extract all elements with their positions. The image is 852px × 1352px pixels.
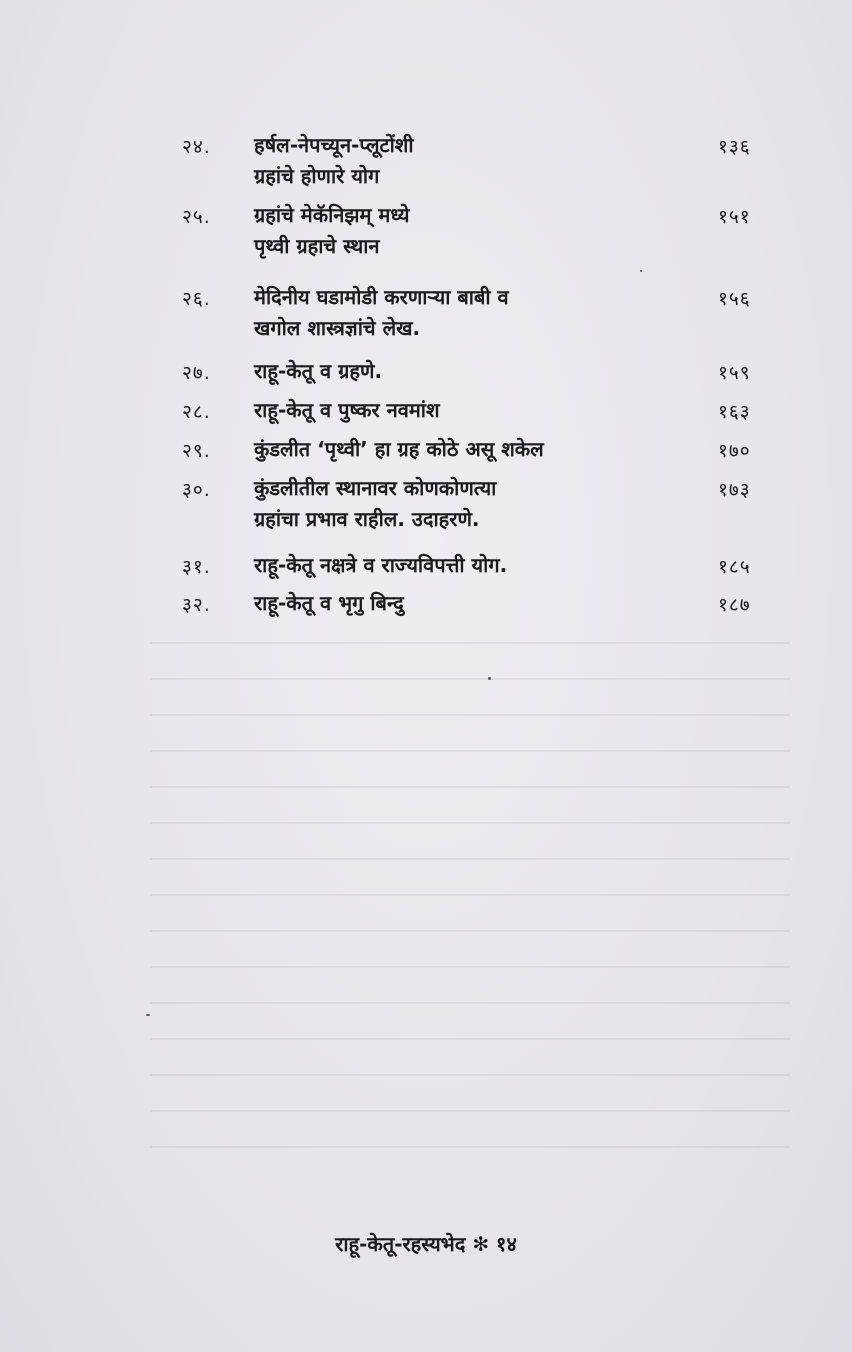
- entry-title: [254, 130, 694, 192]
- entry-title: [254, 200, 694, 262]
- entry-title-line: राहू-केतू व ग्रहणे.: [254, 359, 383, 383]
- entry-title: [254, 550, 694, 581]
- entry-title-line: हर्षल-नेपच्यून-प्लूटोंशी: [254, 133, 414, 157]
- entry-title: [254, 395, 694, 426]
- entry-number: २४.: [182, 136, 211, 158]
- entry-page-number: १५१: [718, 206, 751, 228]
- entry-title-line: राहू-केतू व पुष्कर नवमांश: [254, 398, 440, 422]
- entry-number: ३०.: [182, 479, 211, 501]
- entry-page-number: १५९: [718, 362, 751, 384]
- entry-title-line: राहू-केतू व भृगु बिन्दु: [254, 591, 404, 615]
- entry-page-number: १५६: [718, 288, 751, 310]
- entry-title-line: मेदिनीय घडामोडी करणाऱ्या बाबी व: [254, 285, 509, 309]
- entry-title-line: राहू-केतू नक्षत्रे व राज्यविपत्ती योग.: [254, 553, 508, 577]
- entry-number: ३२.: [182, 594, 211, 616]
- entry-title-line: कुंडलीत ‘पृथ्वी’ हा ग्रह कोठे असू शकेल: [254, 437, 544, 461]
- entry-number: २५.: [182, 206, 211, 228]
- ink-speck: [488, 677, 491, 680]
- entry-page-number: १७०: [718, 440, 751, 462]
- entry-page-number: १६३: [718, 401, 751, 423]
- ink-speck: [146, 1014, 150, 1016]
- entry-title: [254, 473, 694, 535]
- entry-number: २६.: [182, 288, 211, 310]
- entry-number: २९.: [182, 440, 211, 462]
- show-through-text: [150, 620, 790, 1180]
- entry-number: २८.: [182, 401, 211, 423]
- entry-page-number: १३६: [718, 136, 751, 158]
- page-footer: राहू-केतू-रहस्यभेद ✻ १४: [335, 1232, 517, 1256]
- entry-number: २७.: [182, 362, 211, 384]
- entry-number: ३१.: [182, 556, 211, 578]
- entry-title: [254, 588, 694, 619]
- entry-title: [254, 356, 694, 387]
- entry-title-line: ग्रहांचा प्रभाव राहील. उदाहरणे.: [254, 507, 480, 531]
- entry-title: [254, 434, 694, 465]
- entry-title: [254, 282, 694, 344]
- entry-title-line: खगोल शास्त्रज्ञांचे लेख.: [254, 316, 421, 340]
- ink-speck: [640, 270, 642, 272]
- entry-title-line: कुंडलीतील स्थानावर कोणकोणत्या: [254, 476, 497, 500]
- entry-title-line: पृथ्वी ग्रहाचे स्थान: [254, 234, 380, 258]
- entry-title-line: ग्रहांचे होणारे योग: [254, 164, 380, 188]
- entry-page-number: १८७: [718, 594, 751, 616]
- entry-page-number: १८५: [718, 556, 751, 578]
- entry-title-line: ग्रहांचे मेकॅनिझम् मध्ये: [254, 203, 410, 227]
- entry-page-number: १७३: [718, 479, 751, 501]
